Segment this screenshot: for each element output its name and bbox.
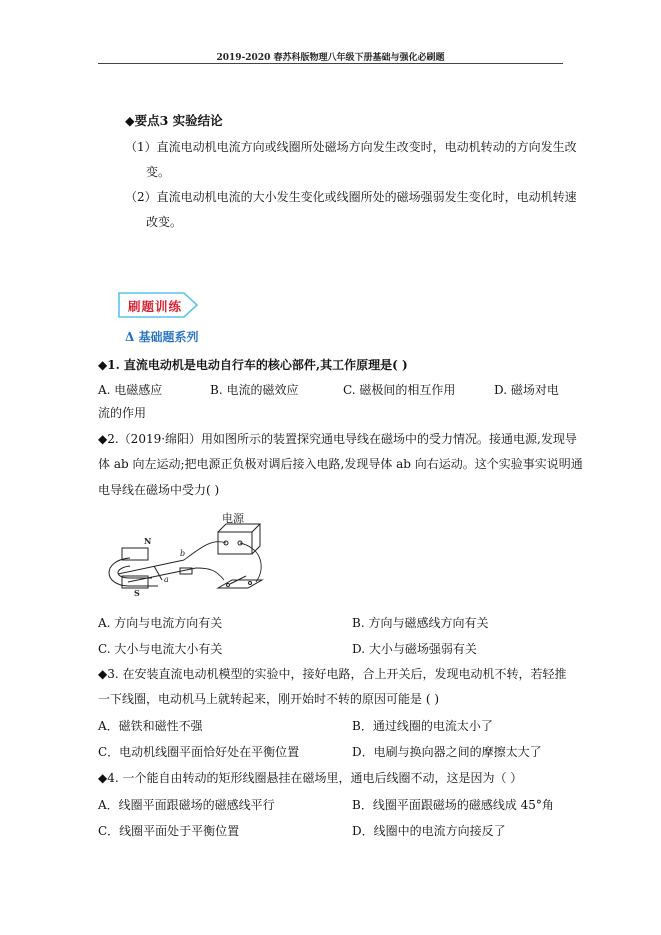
q4-option-b: B．线圈平面跟磁场的磁感线成 45°角 — [352, 798, 554, 812]
conclusion-2a: （2）直流电动机电流的大小发生变化或线圈所处的磁场强弱发生变化时，电动机转速 — [125, 190, 577, 204]
basic-series-label: Δ 基础题系列 — [125, 330, 199, 344]
experiment-diagram — [100, 508, 270, 604]
q4-option-c: C．线圈平面处于平衡位置 — [98, 824, 240, 838]
q3-stem-2: 一下线圈，电动机马上就转起来，刚开始时不转的原因可能是 ( ) — [98, 692, 439, 706]
label-b: b — [180, 549, 186, 558]
q2-option-b: B. 方向与磁感线方向有关 — [352, 616, 489, 630]
header-rule — [98, 63, 563, 64]
conclusion-1a: （1）直流电动机电流方向或线圈所处磁场方向发生改变时，电动机转动的方向发生改 — [125, 140, 577, 154]
horseshoe-magnet — [109, 548, 158, 588]
q3-option-b: B．通过线圈的电流太小了 — [352, 719, 493, 733]
q2-stem-2: 体 ab 向左运动;把电源正负极对调后接入电路,发现导体 ab 向右运动。这个实验事实说明通 — [98, 457, 583, 471]
label-a: a — [164, 575, 169, 584]
q4-stem: ◆4. 一个能自由转动的矩形线圈悬挂在磁场里，通电后线圈不动，这是因为（ ） — [98, 771, 523, 785]
label-s: S — [134, 588, 140, 598]
q3-stem-1: ◆3. 在安装直流电动机模型的实验中，接好电路，合上开关后，发现电动机不转，若轻推 — [98, 667, 567, 681]
q2-option-a: A. 方向与电流方向有关 — [98, 616, 223, 630]
circuit-wires — [184, 542, 261, 582]
page-header: 2019-2020 春苏科版物理八年级下册基础与强化必刷题 — [216, 53, 445, 63]
conclusion-1b: 变。 — [146, 165, 171, 179]
training-badge-label: 刷题训练 — [128, 299, 183, 314]
q1-stem: ◆1. 直流电动机是电动自行车的核心部件,其工作原理是( ) — [98, 358, 408, 372]
switch — [218, 576, 262, 588]
q1-option-a: A. 电磁感应 — [98, 383, 163, 397]
q2-option-c: C. 大小与电流大小有关 — [98, 642, 223, 656]
rails-and-conductor — [118, 560, 196, 582]
q2-option-d: D. 大小与磁场强弱有关 — [352, 642, 477, 656]
q4-option-d: D．线圈中的电流方向接反了 — [352, 824, 506, 838]
q2-stem-3: 电导线在磁场中受力( ) — [98, 483, 220, 497]
q1-option-c: C. 磁极间的相互作用 — [343, 383, 456, 397]
q3-option-c: C．电动机线圈平面恰好处在平衡位置 — [98, 745, 300, 759]
q1-option-b: B. 电流的磁效应 — [210, 383, 299, 397]
label-n: N — [144, 536, 152, 546]
conclusion-2b: 改变。 — [146, 215, 183, 229]
q3-option-a: A．磁铁和磁性不强 — [98, 719, 203, 733]
q1-option-d: D. 磁场对电 — [494, 383, 559, 397]
section-title: ◆要点3 实验结论 — [125, 113, 223, 128]
power-label: 电源 — [222, 512, 244, 525]
q4-option-a: A．线圈平面跟磁场的磁感线平行 — [98, 798, 275, 812]
q1-option-d-cont: 流的作用 — [98, 406, 147, 420]
q2-stem-1: ◆2.（2019·绵阳）用如图所示的装置探究通电导线在磁场中的受力情况。接通电源,发现导 — [98, 432, 577, 446]
q3-option-d: D．电刷与换向器之间的摩擦太大了 — [352, 745, 542, 759]
